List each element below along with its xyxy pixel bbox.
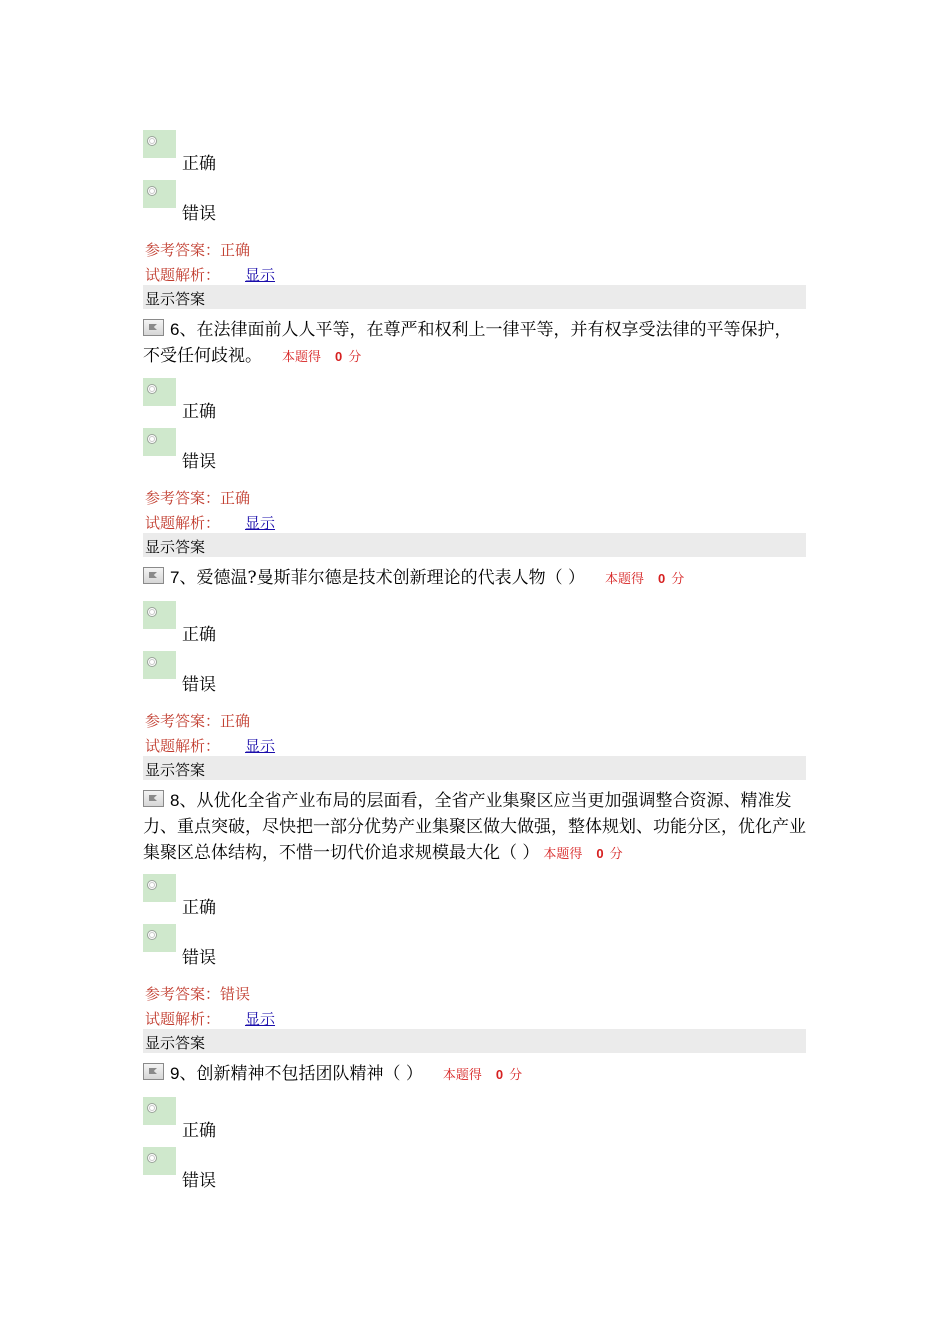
show-answer-label: 显示答案: [145, 538, 206, 556]
radio-box[interactable]: [143, 180, 176, 208]
option-label: 正确: [182, 1121, 216, 1141]
analysis-label: 试题解析：: [145, 737, 221, 755]
score-prefix: 本题得: [605, 571, 645, 586]
reference-answer: [145, 487, 250, 508]
score: [605, 571, 684, 586]
analysis-row: [145, 512, 276, 533]
reference-prefix: 参考答案：: [145, 985, 221, 1003]
reference-prefix: 参考答案：: [145, 712, 221, 730]
option-label: 错误: [182, 948, 216, 968]
reference-value: 错误: [220, 985, 251, 1003]
reference-answer: [145, 239, 250, 260]
reference-answer: [145, 710, 250, 731]
question-text: [143, 788, 808, 867]
score-value: 0: [658, 571, 666, 586]
reference-prefix: 参考答案：: [145, 489, 221, 507]
score-suffix: 分: [609, 846, 623, 861]
reference-value: 正确: [220, 489, 251, 507]
score-suffix: 分: [348, 349, 362, 364]
score-prefix: 本题得: [282, 349, 322, 364]
option-label: 错误: [182, 675, 216, 695]
show-answer-bar[interactable]: [143, 756, 806, 780]
show-answer-label: 显示答案: [145, 761, 206, 779]
radio-box[interactable]: [143, 1147, 176, 1175]
analysis-label: 试题解析：: [145, 1010, 221, 1028]
show-answer-label: 显示答案: [145, 1034, 206, 1052]
score-prefix: 本题得: [543, 846, 583, 861]
question-number: 6: [170, 320, 180, 339]
analysis-label: 试题解析：: [145, 266, 221, 284]
show-answer-bar[interactable]: [143, 1029, 806, 1053]
show-analysis-link[interactable]: 显示: [245, 514, 276, 532]
radio-box[interactable]: [143, 874, 176, 902]
radio-icon[interactable]: [147, 434, 157, 444]
show-analysis-link[interactable]: 显示: [245, 1010, 276, 1028]
option-label: 正确: [182, 625, 216, 645]
score: [282, 349, 361, 364]
score-prefix: 本题得: [442, 1067, 482, 1082]
radio-icon[interactable]: [147, 136, 157, 146]
question-body: 、创新精神不包括团队精神（ ）: [179, 1064, 423, 1084]
option-label: 错误: [182, 204, 216, 224]
score-value: 0: [335, 349, 343, 364]
radio-box[interactable]: [143, 601, 176, 629]
option-label: 正确: [182, 402, 216, 422]
radio-icon[interactable]: [147, 607, 157, 617]
show-answer-label: 显示答案: [145, 290, 206, 308]
score-suffix: 分: [509, 1067, 523, 1082]
question-body: 、爱德温?曼斯菲尔德是技术创新理论的代表人物（ ）: [179, 568, 585, 588]
score: [543, 846, 622, 861]
question-number: 7: [170, 568, 180, 587]
radio-icon[interactable]: [147, 1103, 157, 1113]
question-text: [143, 565, 684, 592]
reference-answer: [145, 983, 250, 1004]
analysis-row: [145, 1008, 276, 1029]
score-value: 0: [495, 1067, 504, 1082]
show-analysis-link[interactable]: 显示: [245, 266, 276, 284]
radio-box[interactable]: [143, 924, 176, 952]
show-answer-bar[interactable]: [143, 285, 806, 309]
question-text: [143, 1061, 522, 1088]
analysis-label: 试题解析：: [145, 514, 221, 532]
score-suffix: 分: [671, 571, 685, 586]
analysis-row: [145, 264, 276, 285]
question-text: [143, 317, 808, 370]
radio-box[interactable]: [143, 1097, 176, 1125]
option-label: 错误: [182, 1171, 216, 1191]
option-label: 正确: [182, 898, 216, 918]
option-label: 正确: [182, 154, 216, 174]
question-number: 9: [170, 1064, 180, 1083]
score-value: 0: [596, 846, 604, 861]
radio-box[interactable]: [143, 651, 176, 679]
reference-value: 正确: [220, 241, 251, 259]
radio-icon[interactable]: [147, 930, 157, 940]
radio-icon[interactable]: [147, 657, 157, 667]
question-body: 、在法律面前人人平等，在尊严和权利上一律平等，并有权享受法律的平等保护，不受任何歧视。: [143, 320, 792, 366]
reference-prefix: 参考答案：: [145, 241, 221, 259]
show-answer-bar[interactable]: [143, 533, 806, 557]
question-body: 、从优化全省产业布局的层面看，全省产业集聚区应当更加强调整合资源、精准发力、重点突破，尽快把一部分优势产业集聚区做大做强，整体规划、功能分区，优化产业集聚区总体结构，不惜一切代价追求规模最大化（ ）: [143, 791, 806, 863]
radio-box[interactable]: [143, 378, 176, 406]
radio-box[interactable]: [143, 428, 176, 456]
score: [443, 1067, 522, 1082]
show-analysis-link[interactable]: 显示: [245, 737, 276, 755]
radio-icon[interactable]: [147, 1153, 157, 1163]
radio-icon[interactable]: [147, 384, 157, 394]
option-label: 错误: [182, 452, 216, 472]
radio-box[interactable]: [143, 130, 176, 158]
question-number: 8: [170, 791, 180, 810]
analysis-row: [145, 735, 276, 756]
radio-icon[interactable]: [147, 880, 157, 890]
radio-icon[interactable]: [147, 186, 157, 196]
reference-value: 正确: [220, 712, 251, 730]
